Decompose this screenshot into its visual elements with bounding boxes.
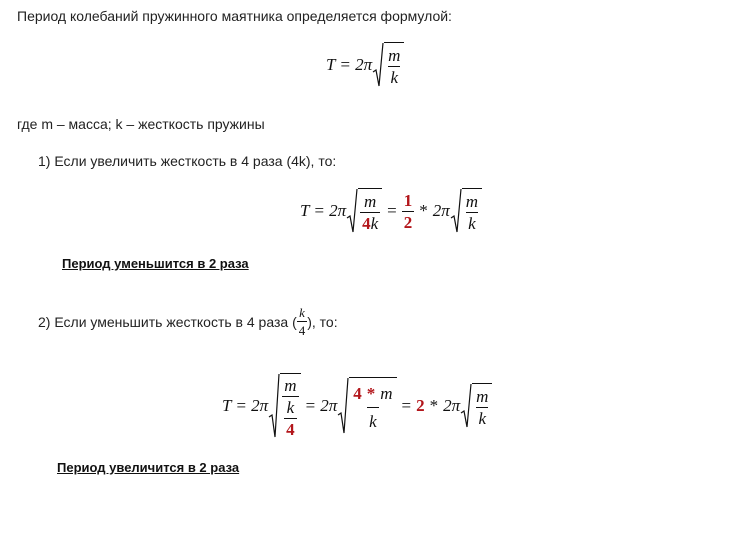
multiply-sign-red: *	[366, 384, 376, 403]
numerator-var: m	[380, 384, 393, 403]
sqrt-2	[337, 377, 396, 435]
multiply-sign: *	[429, 396, 439, 415]
fraction	[282, 377, 299, 438]
equals-sign: =	[340, 55, 351, 74]
half-denominator: 2	[403, 212, 413, 232]
sqrt	[346, 188, 382, 234]
inner-fraction	[284, 399, 297, 438]
intro-text: Период колебаний пружинного маятника определяется формулой:	[17, 8, 452, 24]
denominator-var: k	[370, 214, 379, 233]
k-numerator: k	[299, 305, 305, 320]
equals-sign: =	[314, 201, 325, 220]
factor-four: 4	[362, 214, 371, 233]
half-numerator: 1	[403, 190, 413, 210]
case2-label	[38, 306, 338, 337]
factor-four: 4	[353, 384, 362, 403]
equals-sign-3: =	[401, 396, 412, 415]
denominator-2: k	[468, 214, 476, 233]
sqrt	[268, 373, 301, 439]
numerator: m	[284, 376, 297, 395]
period-symbol: T	[222, 396, 232, 415]
half-fraction	[402, 192, 415, 231]
numerator-2: m	[465, 192, 479, 211]
equals-sign-2: =	[305, 396, 316, 415]
multiply-sign: *	[419, 201, 428, 220]
period-symbol: T	[300, 201, 310, 220]
main-formula	[326, 42, 404, 88]
fraction	[386, 47, 402, 86]
sqrt-3	[460, 383, 492, 429]
four-denominator: 4	[298, 323, 306, 338]
factor-two: 2	[416, 396, 425, 415]
denominator: k	[390, 68, 398, 87]
fraction-3	[474, 388, 490, 427]
two-pi: 2π	[329, 201, 347, 220]
case2-result: Период увеличится в 2 раза	[57, 460, 240, 475]
k-over-4-fraction	[297, 306, 308, 337]
case1-result: Период уменьшится в 2 раза	[62, 256, 249, 271]
two-pi-3: 2π	[443, 396, 461, 415]
equals-sign: =	[236, 396, 247, 415]
numerator: m	[388, 46, 401, 65]
equals-sign-2: =	[387, 201, 397, 220]
inner-numerator: k	[286, 398, 295, 417]
two-pi: 2π	[251, 396, 269, 415]
denominator-3: k	[478, 409, 487, 428]
two-pi-2: 2π	[432, 201, 450, 220]
two-pi-2: 2π	[320, 396, 338, 415]
numerator: m	[363, 192, 377, 211]
numerator-3: m	[476, 387, 489, 406]
denominator-2: k	[367, 407, 379, 430]
sqrt	[372, 42, 404, 88]
case2-label-text: 2) Если уменьшить жесткость в 4 раза (	[38, 313, 297, 330]
where-text: где m – масса; k – жесткость пружины	[17, 116, 265, 132]
fraction	[360, 193, 380, 232]
fraction-2	[351, 385, 394, 430]
sqrt-2	[450, 188, 482, 234]
inner-denominator: 4	[286, 420, 295, 439]
case2-formula	[222, 373, 492, 439]
case1-formula	[300, 188, 482, 234]
case2-label-tail: ), то:	[307, 313, 338, 330]
case1-label: 1) Если увеличить жесткость в 4 раза (4k), то:	[38, 153, 337, 169]
period-symbol: T	[326, 55, 336, 74]
fraction-2	[464, 193, 480, 232]
two-pi: 2π	[355, 55, 373, 74]
